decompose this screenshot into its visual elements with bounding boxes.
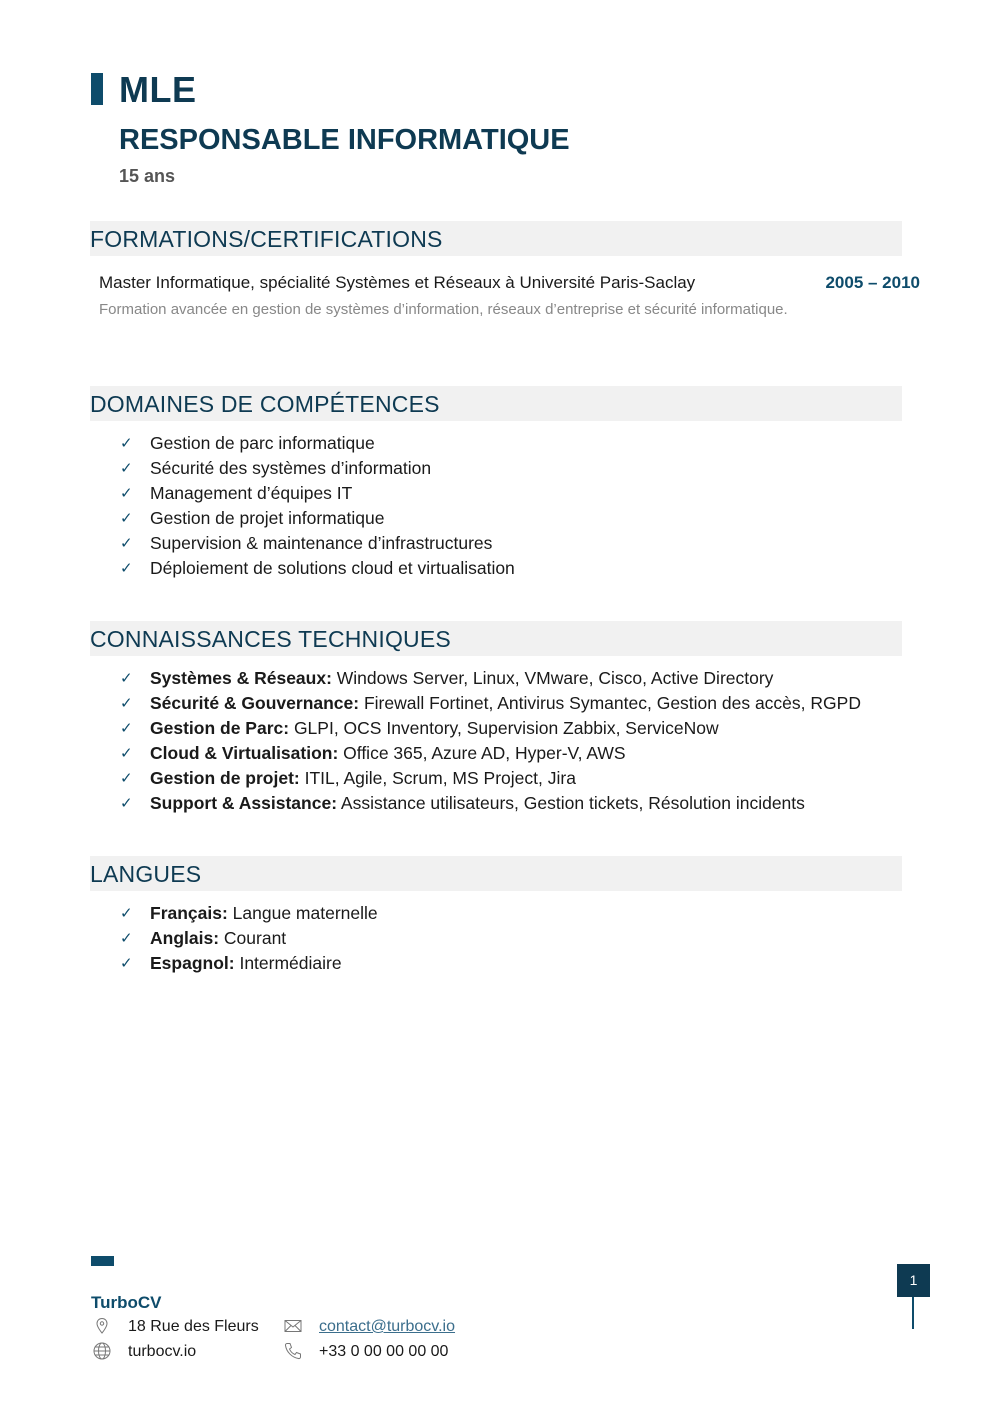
globe-icon bbox=[92, 1341, 112, 1361]
check-icon: ✓ bbox=[120, 535, 133, 552]
footer-brand: TurboCV bbox=[91, 1293, 162, 1312]
candidate-name: MLE bbox=[119, 69, 197, 110]
item-value: ITIL, Agile, Scrum, MS Project, Jira bbox=[299, 768, 576, 788]
item-value: GLPI, OCS Inventory, Supervision Zabbix, ServiceNow bbox=[289, 718, 719, 738]
footer-website: turbocv.io bbox=[128, 1343, 197, 1360]
envelope-icon bbox=[283, 1316, 303, 1336]
section-skills bbox=[90, 386, 902, 421]
item-label: Espagnol: bbox=[150, 953, 235, 973]
job-title: RESPONSABLE INFORMATIQUE bbox=[119, 124, 570, 156]
map-pin-icon bbox=[92, 1316, 112, 1336]
item-label: Anglais: bbox=[150, 928, 220, 948]
footer-address: 18 Rue des Fleurs bbox=[128, 1318, 259, 1335]
item-value: Windows Server, Linux, VMware, Cisco, Active Directory bbox=[331, 668, 774, 688]
item-label: Sécurité & Gouvernance: bbox=[150, 693, 360, 713]
page-marker-line bbox=[912, 1297, 914, 1329]
section-title: DOMAINES DE COMPÉTENCES bbox=[90, 391, 440, 417]
item-label: Gestion de Parc: bbox=[150, 718, 290, 738]
education-description: Formation avancée en gestion de systèmes d’information, réseaux d’entreprise et sécurité informatique. bbox=[99, 301, 788, 318]
check-icon: ✓ bbox=[120, 745, 133, 762]
education-title: Master Informatique, spécialité Systèmes et Réseaux à Université Paris-Saclay bbox=[99, 273, 696, 292]
phone-icon bbox=[283, 1341, 303, 1361]
footer-phone: +33 0 00 00 00 00 bbox=[319, 1343, 449, 1360]
check-icon: ✓ bbox=[120, 795, 133, 812]
check-icon: ✓ bbox=[120, 955, 133, 972]
check-icon: ✓ bbox=[120, 770, 133, 787]
footer-email-link[interactable]: contact@turbocv.io bbox=[319, 1318, 456, 1335]
check-icon: ✓ bbox=[120, 930, 133, 947]
check-icon: ✓ bbox=[120, 695, 133, 712]
section-title: LANGUES bbox=[90, 861, 202, 887]
education-dates: 2005 – 2010 bbox=[825, 273, 920, 292]
check-icon: ✓ bbox=[120, 485, 133, 502]
item-label: Gestion de projet: bbox=[150, 768, 300, 788]
check-icon: ✓ bbox=[120, 905, 133, 922]
page-number: 1 bbox=[897, 1264, 930, 1297]
item-value: Intermédiaire bbox=[234, 953, 342, 973]
item-label: Français: bbox=[150, 903, 228, 923]
section-formations bbox=[90, 221, 902, 256]
item-value: Courant bbox=[219, 928, 287, 948]
check-icon: ✓ bbox=[120, 560, 133, 577]
item-value: Firewall Fortinet, Antivirus Symantec, Gestion des accès, RGPD bbox=[359, 693, 861, 713]
item-label: Support & Assistance: bbox=[150, 793, 338, 813]
section-title: CONNAISSANCES TECHNIQUES bbox=[90, 626, 451, 652]
check-icon: ✓ bbox=[120, 720, 133, 737]
section-languages bbox=[90, 856, 902, 891]
check-icon: ✓ bbox=[120, 670, 133, 687]
item-label: Systèmes & Réseaux: bbox=[150, 668, 332, 688]
check-icon: ✓ bbox=[120, 510, 133, 527]
item-label: Cloud & Virtualisation: bbox=[150, 743, 339, 763]
check-icon: ✓ bbox=[120, 460, 133, 477]
name-accent-bar bbox=[91, 73, 103, 105]
section-technical bbox=[90, 621, 902, 656]
item-value: Assistance utilisateurs, Gestion tickets, Résolution incidents bbox=[337, 793, 805, 813]
item-value: Langue maternelle bbox=[227, 903, 378, 923]
footer-accent-bar bbox=[91, 1256, 114, 1266]
item-value: Office 365, Azure AD, Hyper-V, AWS bbox=[338, 743, 626, 763]
section-title: FORMATIONS/CERTIFICATIONS bbox=[90, 226, 443, 252]
experience-years: 15 ans bbox=[119, 166, 176, 186]
check-icon: ✓ bbox=[120, 435, 133, 452]
